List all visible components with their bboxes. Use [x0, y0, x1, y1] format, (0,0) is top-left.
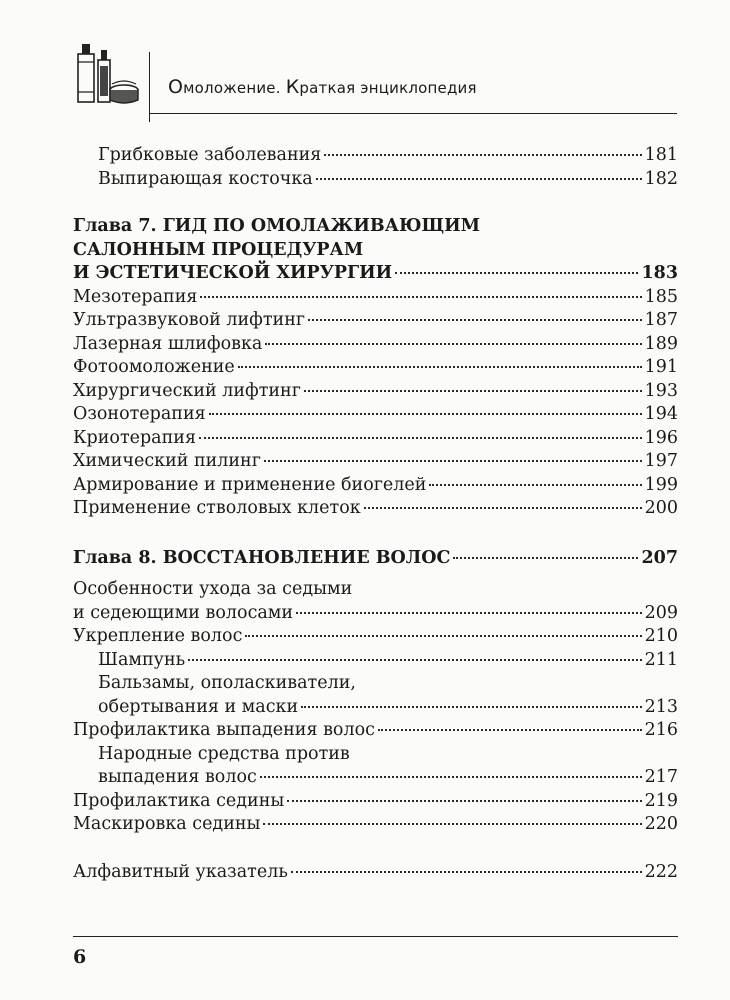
- toc-page-number: 187: [644, 310, 678, 330]
- running-title-part: моложение.: [183, 79, 286, 97]
- toc-entry-label: Озонотерапия: [73, 404, 206, 424]
- toc-subentry[interactable]: [73, 696, 678, 720]
- chapter-7-title-line: Глава 7. ГИД ПО ОМОЛАЖИВАЮЩИМ: [73, 216, 481, 236]
- dot-leader: [245, 635, 641, 637]
- toc-entry-label: Ультразвуковой лифтинг: [73, 310, 306, 330]
- chapter-7-entry[interactable]: [73, 262, 678, 286]
- toc-entry[interactable]: [73, 309, 678, 333]
- chapter-7-title-line: САЛОННЫМ ПРОЦЕДУРАМ: [73, 239, 364, 260]
- toc-entry-label: Применение стволовых клеток: [73, 498, 361, 518]
- toc-entry-label: обертывания и маски: [98, 696, 299, 717]
- dot-leader: [265, 343, 641, 345]
- toc-entry-label: Особенности ухода за седыми: [73, 579, 353, 599]
- toc-entry-label: Бальзамы, ополаскиватели,: [98, 673, 356, 693]
- dot-leader: [453, 557, 638, 559]
- dot-leader: [308, 319, 642, 321]
- toc-entry[interactable]: [73, 168, 678, 192]
- toc-entry[interactable]: [73, 427, 678, 451]
- toc-entry[interactable]: [73, 286, 678, 310]
- toc-entry[interactable]: [73, 602, 678, 626]
- toc-entry[interactable]: [73, 813, 678, 837]
- dot-leader: [301, 706, 641, 708]
- toc-entry-label: выпадения волос: [98, 767, 257, 787]
- running-title-part: раткая энциклопедия: [299, 79, 477, 97]
- toc-page-number: 194: [644, 404, 678, 424]
- toc-page-number: 213: [644, 696, 678, 717]
- dot-leader: [260, 776, 642, 778]
- dot-leader: [395, 272, 638, 274]
- toc-subentry[interactable]: [73, 766, 678, 790]
- toc-page-number: 200: [644, 498, 678, 518]
- toc-page-number: 222: [644, 861, 678, 882]
- dot-leader: [209, 413, 642, 415]
- running-title: [168, 76, 477, 98]
- toc-page-number: 193: [644, 380, 678, 401]
- toc-entry-label: Укрепление волос: [73, 626, 243, 646]
- toc-entry-label: Выпирающая косточка: [98, 168, 313, 189]
- toc-entry-label: Алфавитный указатель: [73, 861, 288, 882]
- toc-page-number: 199: [644, 474, 678, 495]
- dot-leader: [188, 659, 641, 661]
- toc-entry[interactable]: [73, 625, 678, 649]
- toc-entry[interactable]: [73, 450, 678, 474]
- dot-leader: [304, 390, 642, 392]
- toc-page-number: 217: [644, 767, 678, 787]
- toc-entry[interactable]: [73, 403, 678, 427]
- cosmetics-icon: [72, 40, 142, 106]
- dot-leader: [200, 296, 641, 298]
- toc-page-number: 182: [644, 168, 678, 189]
- footer-rule: [73, 936, 678, 937]
- toc-entry-index[interactable]: [73, 861, 678, 885]
- toc-entry-label: Армирование и применение биогелей: [73, 474, 427, 495]
- running-title-cap: К: [285, 76, 300, 98]
- dot-leader: [429, 484, 641, 486]
- page-header: [0, 0, 730, 120]
- running-title-cap: О: [168, 76, 184, 98]
- dot-leader: [238, 366, 642, 368]
- toc-entry-label: и седеющими волосами: [73, 602, 294, 623]
- dot-leader: [291, 871, 642, 873]
- toc-entry[interactable]: [73, 719, 678, 743]
- toc-page-number: 185: [644, 286, 678, 307]
- chapter-8-entry[interactable]: [73, 547, 678, 571]
- dot-leader: [264, 460, 642, 462]
- dot-leader: [296, 612, 642, 614]
- toc-entry[interactable]: [73, 790, 678, 814]
- toc-entry-label: Мезотерапия: [73, 286, 198, 307]
- toc-entry-label: Профилактика выпадения волос: [73, 720, 375, 740]
- toc-subentry[interactable]: [73, 649, 678, 673]
- toc-entry-label: Профилактика седины: [73, 790, 285, 811]
- header-horizontal-rule: [149, 113, 677, 114]
- toc-entry-label: Народные средства против: [98, 743, 350, 764]
- table-of-contents: [73, 144, 678, 884]
- toc-page-number: 220: [644, 814, 678, 834]
- toc-entry-label: Химический пилинг: [73, 451, 261, 471]
- toc-page-number: 191: [644, 357, 678, 377]
- toc-page-number: 219: [644, 790, 678, 811]
- dot-leader: [263, 823, 641, 825]
- toc-entry-label: Маскировка седины: [73, 814, 261, 834]
- toc-page-number: 181: [644, 145, 678, 165]
- dot-leader: [316, 178, 642, 180]
- dot-leader: [287, 800, 641, 802]
- toc-page-number: 209: [644, 602, 678, 623]
- dot-leader: [199, 437, 642, 439]
- dot-leader: [324, 154, 641, 156]
- toc-entry-label: Грибковые заболевания: [98, 145, 322, 165]
- toc-page-number: 211: [644, 649, 678, 670]
- toc-entry-label: Криотерапия: [73, 427, 196, 448]
- toc-entry-label: Фотоомоложение: [73, 357, 235, 377]
- toc-entry-label: Шампунь: [98, 649, 186, 670]
- header-vertical-rule: [149, 52, 150, 122]
- chapter-8-title: Глава 8. ВОССТАНОВЛЕНИЕ ВОЛОС: [73, 547, 451, 568]
- toc-entry[interactable]: [73, 380, 678, 404]
- toc-entry[interactable]: [73, 333, 678, 357]
- dot-leader: [364, 507, 642, 509]
- toc-entry[interactable]: [73, 474, 678, 498]
- toc-page-number: 189: [644, 333, 678, 354]
- dot-leader: [378, 729, 642, 731]
- page-number: 6: [73, 946, 87, 968]
- chapter-7-title-line: И ЭСТЕТИЧЕСКОЙ ХИРУРГИИ: [73, 263, 393, 283]
- toc-page-number: 210: [644, 626, 678, 646]
- toc-page-number: 207: [641, 547, 678, 568]
- toc-entry-label: Лазерная шлифовка: [73, 333, 263, 354]
- toc-page-number: 196: [644, 427, 678, 448]
- toc-page-number: 216: [644, 720, 678, 740]
- toc-entry[interactable]: [73, 144, 678, 168]
- toc-entry-label: Хирургический лифтинг: [73, 380, 301, 401]
- toc-entry[interactable]: [73, 356, 678, 380]
- toc-page-number: 197: [644, 451, 678, 471]
- toc-entry[interactable]: [73, 497, 678, 521]
- toc-page-number: 183: [641, 263, 678, 283]
